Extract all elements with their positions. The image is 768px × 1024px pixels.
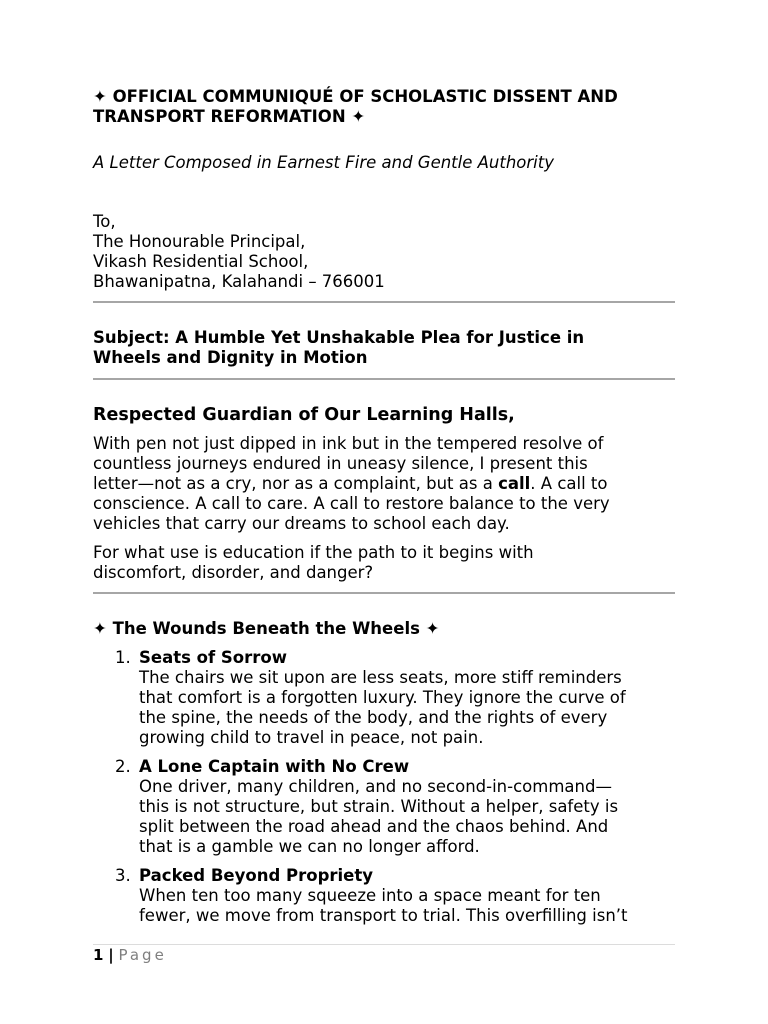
emphasis-call: call: [498, 474, 531, 493]
page-number: 1: [93, 946, 104, 964]
paragraph-2-line-1: For what use is education if the path to it begins with: [93, 543, 534, 562]
footer-divider: [93, 944, 675, 945]
document-subtitle: A Letter Composed in Earnest Fire and Gentle Authority: [93, 153, 555, 172]
list-item-title: Packed Beyond Propriety: [139, 866, 374, 885]
list-item-line: The chairs we sit upon are less seats, more stiff reminders: [139, 668, 622, 687]
document-title: [93, 87, 675, 127]
page-footer: [93, 945, 167, 965]
list-item-line: fewer, we move from transport to trial. This overfilling isn’t: [139, 906, 628, 925]
paragraph-1: [93, 434, 675, 534]
paragraph-1-line-4: conscience. A call to care. A call to restore balance to the very: [93, 494, 610, 513]
list-item-line: that comfort is a forgotten luxury. They ignore the curve of: [139, 688, 626, 707]
paragraph-1-line-3: [93, 474, 675, 494]
list-item-line: One driver, many children, and no second-in-command—: [139, 777, 612, 796]
title-line-1: ✦ OFFICIAL COMMUNIQUÉ OF SCHOLASTIC DISSENT AND: [93, 87, 618, 106]
paragraph-1-line-1: With pen not just dipped in ink but in the tempered resolve of: [93, 434, 604, 453]
list-item-title: Seats of Sorrow: [139, 648, 287, 667]
list-item-number: 3.: [115, 866, 131, 885]
address-line-2: The Honourable Principal,: [93, 232, 306, 251]
page-separator: |: [108, 946, 114, 964]
list-item-title: A Lone Captain with No Crew: [139, 757, 410, 776]
divider-1: [93, 301, 675, 303]
paragraph-1-line-3-start: letter—not as a cry, nor as a complaint, but as a: [93, 474, 499, 493]
subject-line-2: Wheels and Dignity in Motion: [93, 348, 368, 367]
list-item-line: When ten too many squeeze into a space meant for ten: [139, 886, 601, 905]
subject-line: [93, 328, 675, 368]
recipient-address: [93, 212, 385, 292]
address-line-4: Bhawanipatna, Kalahandi – 766001: [93, 272, 385, 291]
salutation: Respected Guardian of Our Learning Halls,: [93, 405, 515, 425]
list-item-line: this is not structure, but strain. Without a helper, safety is: [139, 797, 619, 816]
paragraph-1-line-2: countless journeys endured in uneasy silence, I present this: [93, 454, 588, 473]
list-item-line: that is a gamble we can no longer afford.: [139, 837, 480, 856]
list-item-number: 2.: [115, 757, 131, 776]
address-line-3: Vikash Residential School,: [93, 252, 309, 271]
address-line-1: To,: [93, 212, 116, 231]
page-label: Page: [118, 946, 167, 964]
title-line-2: TRANSPORT REFORMATION ✦: [93, 107, 366, 126]
section-heading: ✦ The Wounds Beneath the Wheels ✦: [93, 619, 440, 638]
list-item-line: the spine, the needs of the body, and the rights of every: [139, 708, 608, 727]
paragraph-1-line-3-end: . A call to: [530, 474, 608, 493]
paragraph-2-line-2: discomfort, disorder, and danger?: [93, 563, 374, 582]
paragraph-2: [93, 543, 675, 583]
paragraph-1-line-5: vehicles that carry our dreams to school each day.: [93, 514, 510, 533]
divider-3: [93, 592, 675, 594]
list-item-number: 1.: [115, 648, 131, 667]
list-item-line: growing child to travel in peace, not pain.: [139, 728, 484, 747]
divider-2: [93, 378, 675, 380]
list-item-line: split between the road ahead and the chaos behind. And: [139, 817, 609, 836]
subject-line-1: Subject: A Humble Yet Unshakable Plea for Justice in: [93, 328, 585, 347]
